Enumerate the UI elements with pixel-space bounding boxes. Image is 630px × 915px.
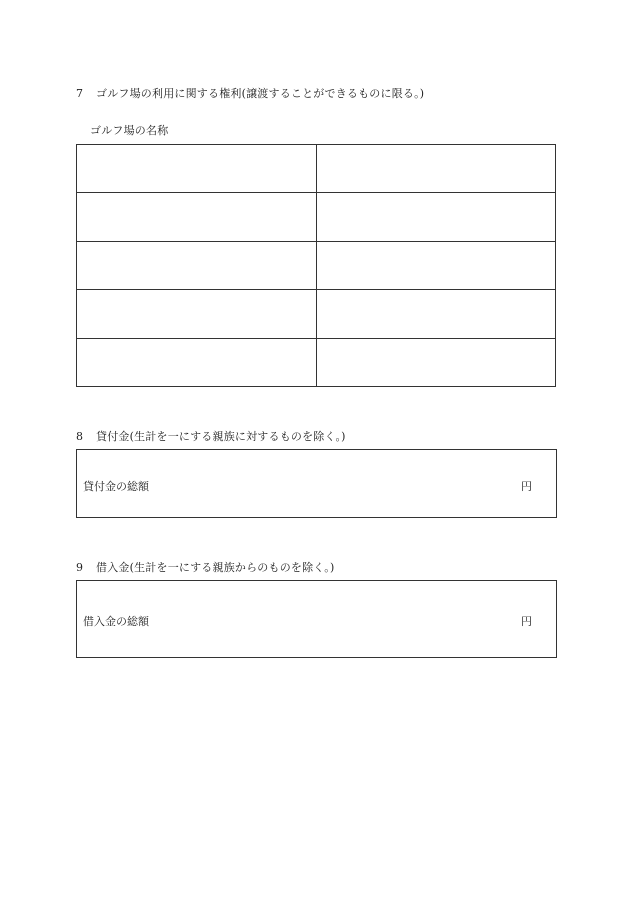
section8-title: 貸付金(生計を一にする親族に対するものを除く。) (96, 430, 346, 443)
section7-title: ゴルフ場の利用に関する権利(譲渡することができるものに限る。) (96, 87, 425, 100)
loan-receivable-total-box[interactable] (76, 449, 557, 518)
table-row (77, 145, 556, 193)
borrowings-yen-unit: 円 (521, 615, 532, 628)
table-row (77, 193, 556, 241)
golf-course-detail-cell[interactable] (316, 290, 556, 338)
golf-course-name-cell[interactable] (77, 290, 317, 338)
section8-heading (76, 428, 346, 444)
golf-course-detail-cell[interactable] (316, 145, 556, 193)
borrowings-total-box[interactable] (76, 580, 557, 658)
section9-number: 9 (76, 561, 84, 574)
golf-course-detail-cell[interactable] (316, 241, 556, 289)
golf-course-name-cell[interactable] (77, 145, 317, 193)
golf-course-detail-cell[interactable] (316, 338, 556, 386)
section7-number: 7 (76, 87, 84, 100)
golf-course-name-cell[interactable] (77, 193, 317, 241)
golf-course-name-cell[interactable] (77, 338, 317, 386)
loan-receivable-yen-unit: 円 (521, 480, 532, 493)
golf-course-name-cell[interactable] (77, 241, 317, 289)
golf-course-detail-cell[interactable] (316, 193, 556, 241)
section8-number: 8 (76, 430, 84, 443)
section9-heading (76, 559, 334, 575)
table-row (77, 338, 556, 386)
golf-course-table (76, 144, 556, 387)
loan-receivable-total-label: 貸付金の総額 (83, 480, 149, 493)
table-row (77, 241, 556, 289)
section7-heading (76, 85, 424, 101)
golf-course-name-subheading: ゴルフ場の名称 (90, 124, 169, 137)
section9-title: 借入金(生計を一にする親族からのものを除く。) (96, 561, 335, 574)
table-row (77, 290, 556, 338)
borrowings-total-label: 借入金の総額 (83, 615, 149, 628)
